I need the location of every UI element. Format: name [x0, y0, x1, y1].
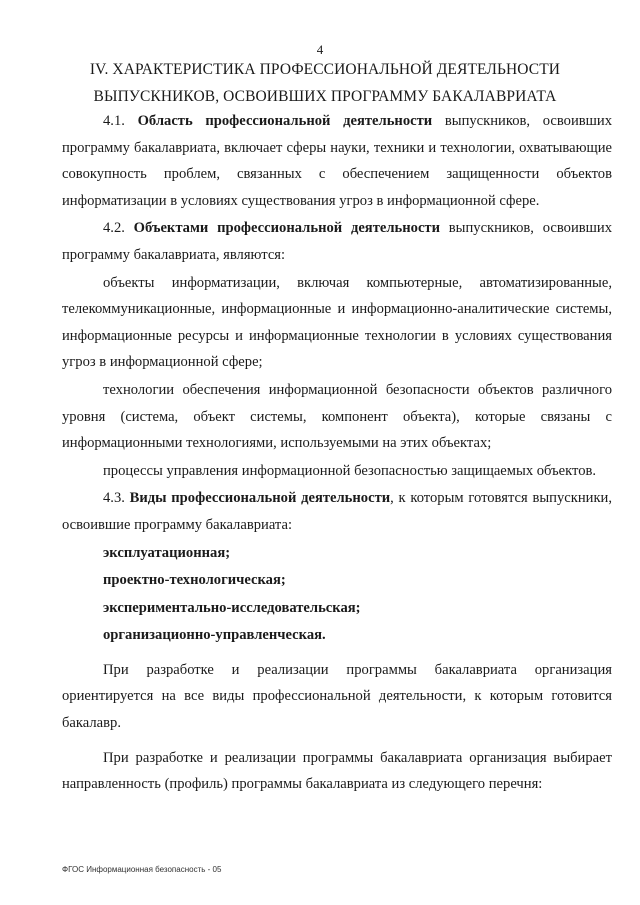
- section-title-line-2: ВЫПУСКНИКОВ, ОСВОИВШИХ ПРОГРАММУ БАКАЛАВРИАТА: [93, 88, 557, 105]
- activity-type-item: экспериментально-исследовательская;: [103, 599, 361, 616]
- paragraph-4-3: [62, 485, 612, 538]
- paragraph-4-1: [62, 108, 612, 214]
- section-title-line-1: IV. ХАРАКТЕРИСТИКА ПРОФЕССИОНАЛЬНОЙ ДЕЯТЕЛЬНОСТИ: [89, 61, 561, 78]
- paragraph-orientation: При разработке и реализации программы бакалавриата организация ориентируется на все виды профессиональной деятельности, к которым готовится бакалавр.: [62, 661, 612, 732]
- objects-item-3: процессы управления информационной безопасностью защищаемых объектов.: [103, 462, 597, 479]
- clause-number: 4.2.: [103, 220, 125, 237]
- page-footer: ФГОС Информационная безопасность - 05: [62, 865, 222, 874]
- paragraph-text: выпускников, освоивших программу бакалавриата, включает сферы науки, техники и технологии, охватывающие совокупность проблем, связанных с обеспечением защищенности объектов информатизации в условиях существования угроз в информационной сфере.: [62, 113, 612, 209]
- section-title: [70, 56, 580, 110]
- paragraph-profile: При разработке и реализации программы бакалавриата организация выбирает направленность (профиль) программы бакалавриата из следующего перечня:: [62, 749, 612, 793]
- activity-type-item: организационно-управленческая.: [103, 627, 326, 644]
- activity-type-item: проектно-технологическая;: [103, 572, 286, 589]
- page-number: 4: [316, 42, 324, 57]
- term-bold: Виды профессиональной деятельности: [129, 490, 391, 507]
- objects-item-2: технологии обеспечения информационной безопасности объектов различного уровня (система, объект системы, компонент объекта), которые связаны с информационными технологиями, используемыми на этих объектах;: [62, 381, 612, 452]
- term-bold: Область профессиональной деятельности: [137, 113, 433, 129]
- clause-number: 4.3.: [103, 490, 125, 507]
- term-bold: Объектами профессиональной деятельности: [133, 220, 441, 237]
- activity-type-item: эксплуатационная;: [103, 544, 231, 561]
- document-body: [62, 108, 612, 798]
- paragraph-text: выпускников, освоивших программу бакалавриата, являются:: [62, 220, 612, 263]
- objects-item-1: объекты информатизации, включая компьютерные, автоматизированные, телекоммуникационные, информационные и информационно-аналитические системы, информационные ресурсы и информационные технологии в условиях существования угроз в информационной сфере;: [62, 274, 612, 371]
- paragraph-4-2: [62, 215, 612, 268]
- clause-number: 4.1.: [103, 113, 125, 129]
- paragraph-text: , к которым готовятся выпускники, освоившие программу бакалавриата:: [62, 490, 612, 533]
